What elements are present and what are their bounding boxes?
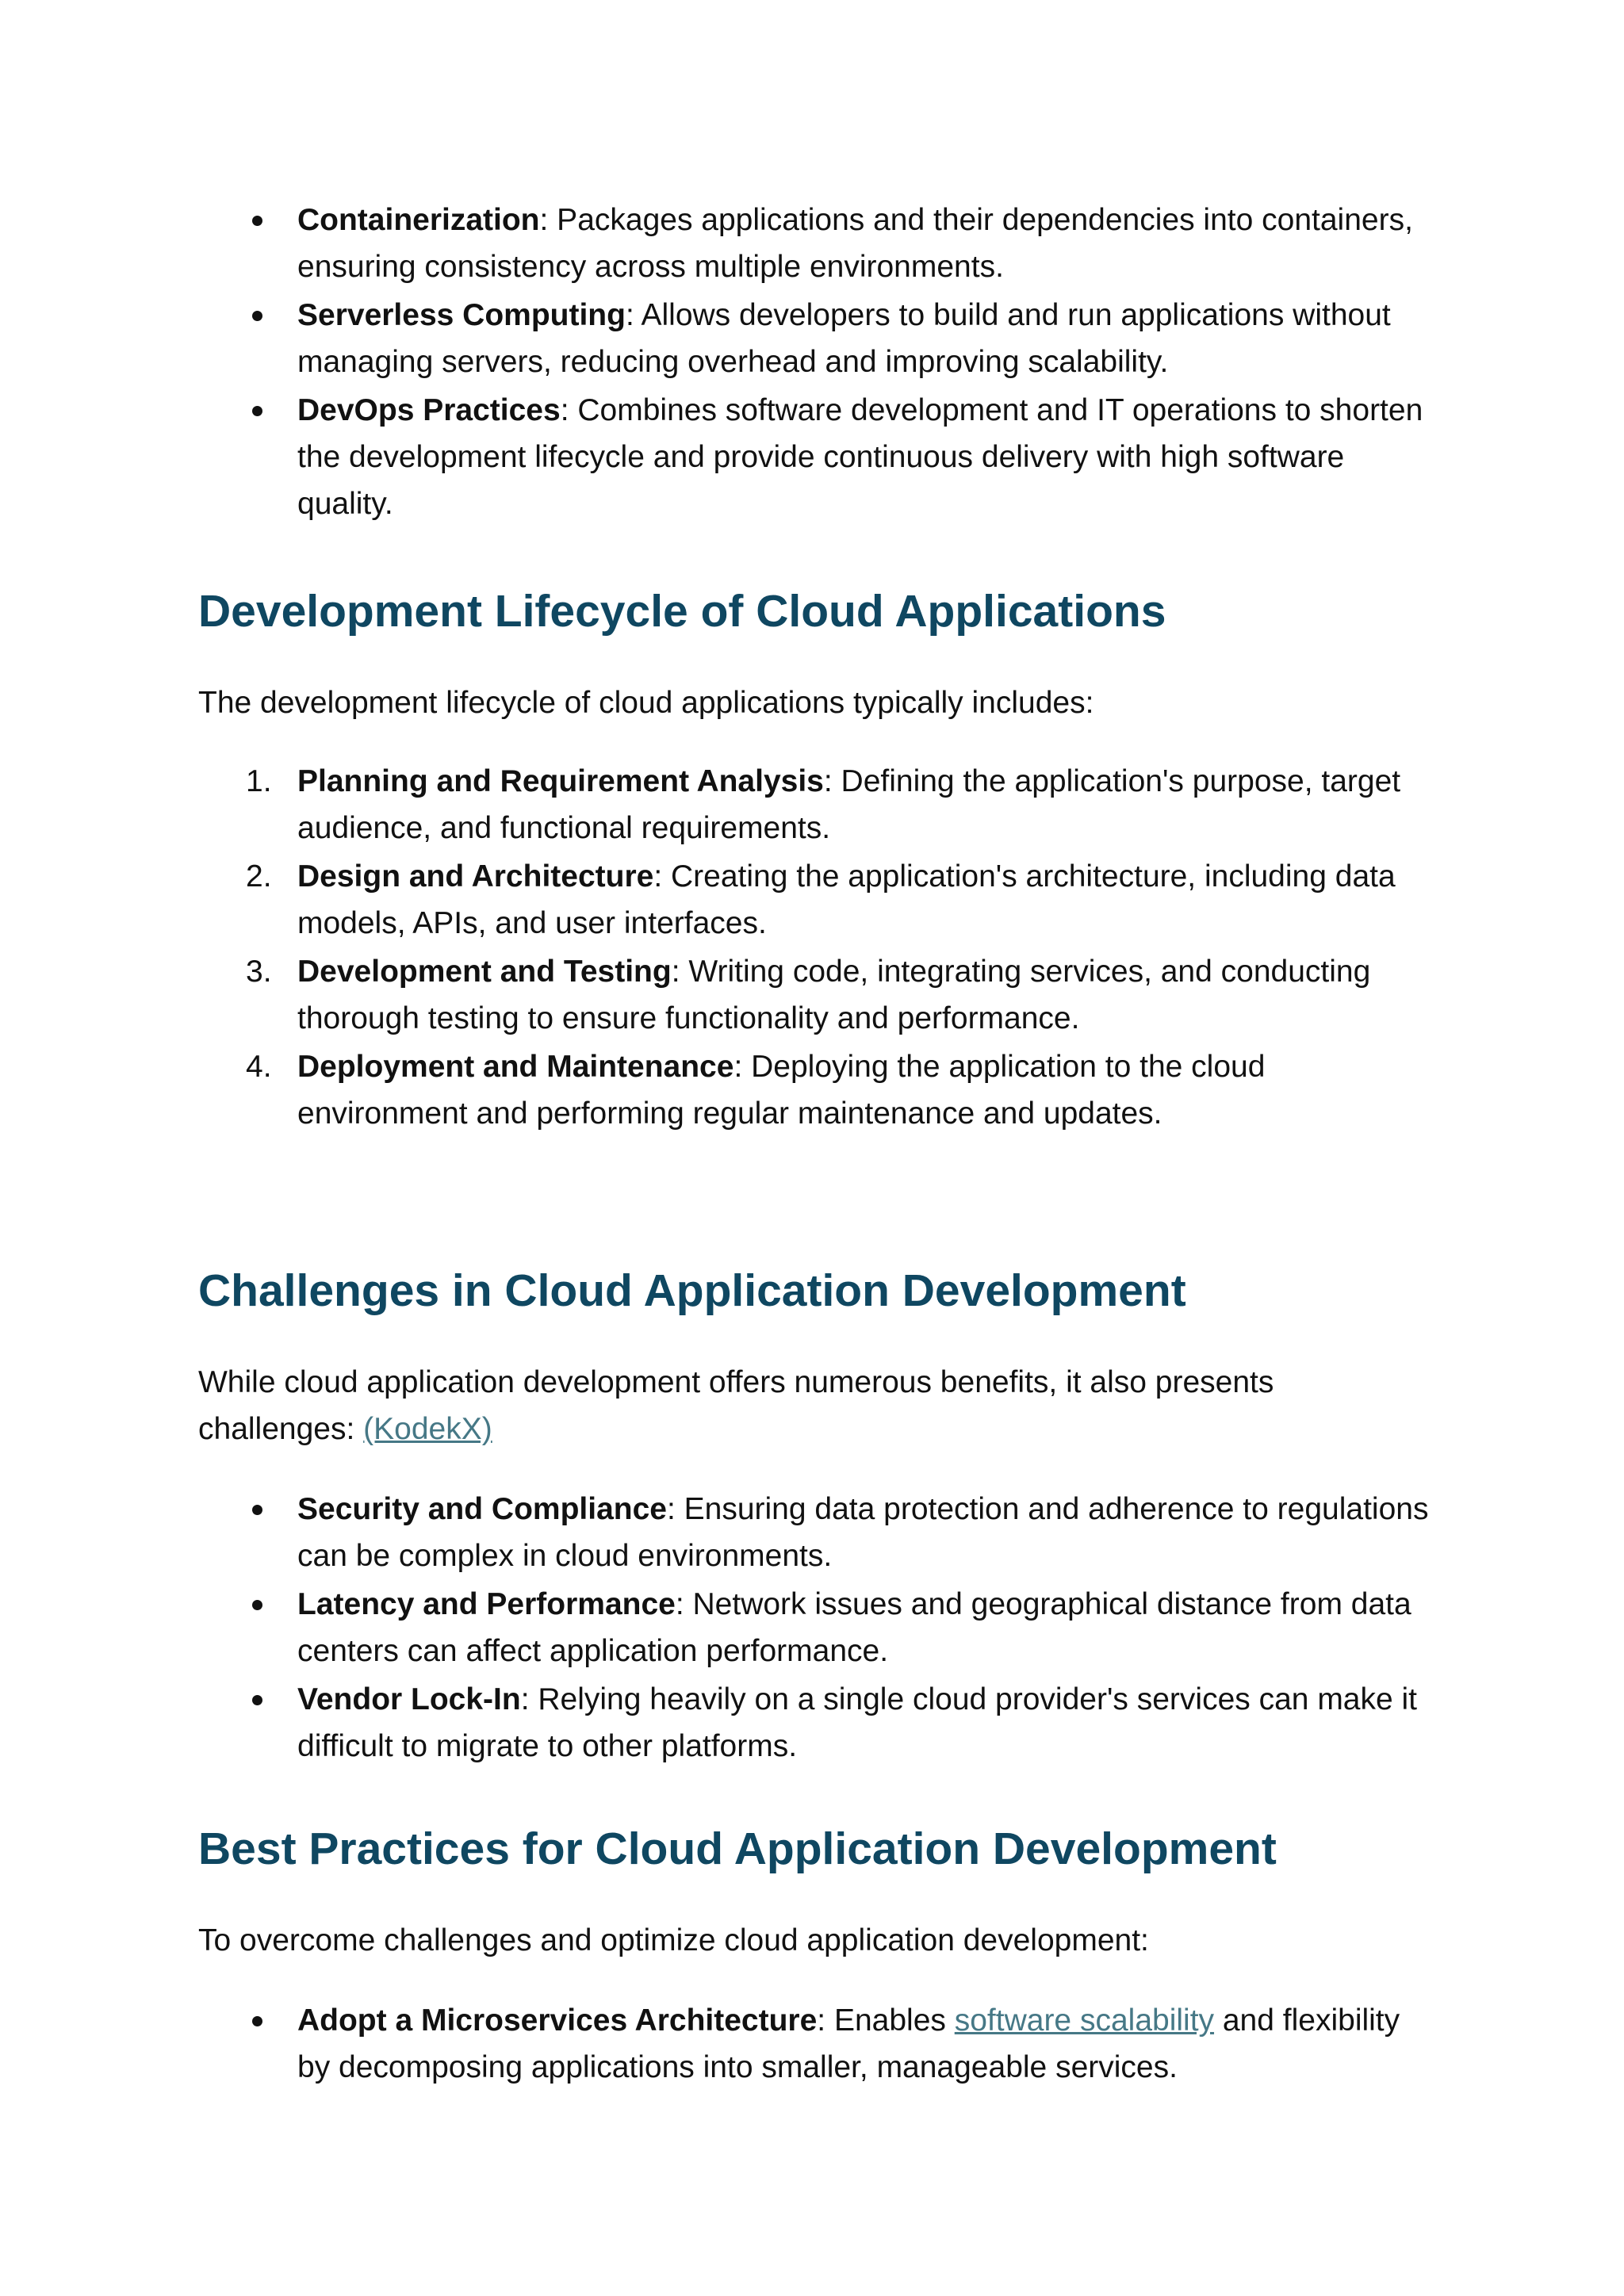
list-item-number: 2. [246,859,272,894]
list-item-number: 1. [246,764,272,798]
list-item-serverless-computing [198,292,1435,385]
list-item-text: : Creating the application's architecture, including data models, APIs, and user interfaces. [297,859,1396,940]
list-item-text: : Defining the application's purpose, target audience, and functional requirements. [297,764,1401,845]
list-item-term: Security and Compliance [297,1492,667,1526]
software-scalability-link[interactable]: software scalability [954,2003,1215,2038]
list-item-text: : Deploying the application to the cloud environment and performing regular maintenance and updates. [297,1050,1266,1131]
list-item-number: 4. [246,1050,272,1084]
heading-development-lifecycle: Development Lifecycle of Cloud Applications [198,586,1166,637]
list-item-term: Vendor Lock-In [297,1682,521,1716]
list-item-term: DevOps Practices [297,393,561,427]
list-item-term: Deployment and Maintenance [297,1050,734,1084]
intro-bullet-list [198,197,1435,527]
heading-best-practices: Best Practices for Cloud Application Development [198,1823,1277,1874]
list-item-term: Serverless Computing [297,298,626,332]
challenges-intro-paragraph [198,1359,1435,1452]
document-page [198,197,1435,2092]
list-item-term: Design and Architecture [297,859,654,894]
list-item-devops-practices [198,387,1435,527]
list-item-term: Containerization [297,203,540,237]
challenges-intro-text: While cloud application development offers numerous benefits, it also presents challenges: [198,1365,1274,1446]
list-item-containerization [198,197,1435,290]
list-item-text: : Ensuring data protection and adherence to regulations can be complex in cloud environments. [297,1492,1429,1573]
list-item-text: : Allows developers to build and run applications without managing servers, reducing overhead and improving scalability. [297,298,1391,379]
list-item-term: Adopt a Microservices Architecture [297,2003,818,2038]
list-item-microservices [198,1997,1435,2091]
list-item-term: Planning and Requirement Analysis [297,764,824,798]
list-item-latency [198,1581,1435,1674]
list-item-term: Development and Testing [297,955,672,989]
list-item-text: : Network issues and geographical distance from data centers can affect application performance. [297,1587,1411,1668]
list-item-deployment [198,1043,1435,1137]
list-item-text: : Combines software development and IT operations to shorten the development lifecycle and provide continuous delivery with high software quality. [297,393,1423,521]
list-item-vendor-lock-in [198,1676,1435,1770]
lifecycle-steps-list [198,758,1435,1137]
list-item-design [198,853,1435,947]
challenges-bullet-list [198,1486,1435,1770]
best-practices-intro-paragraph: To overcome challenges and optimize cloud application development: [198,1923,1149,1957]
list-item-security [198,1486,1435,1579]
list-item-development-testing [198,948,1435,1042]
list-item-text: : Writing code, integrating services, and conducting thorough testing to ensure functionality and performance. [297,955,1371,1035]
list-item-number: 3. [246,955,272,989]
list-item-text: : Enables [817,2003,955,2038]
list-item-term: Latency and Performance [297,1587,676,1621]
list-item-text: : Relying heavily on a single cloud provider's services can make it difficult to migrate to other platforms. [297,1682,1418,1763]
lifecycle-intro-paragraph: The development lifecycle of cloud applications typically includes: [198,686,1094,720]
list-item-text: and flexibility by decomposing applications into smaller, manageable services. [297,2003,1400,2084]
heading-challenges: Challenges in Cloud Application Development [198,1265,1186,1316]
best-practices-bullet-list [198,1997,1435,2091]
list-item-planning [198,758,1435,851]
kodekx-citation-link[interactable]: (KodekX) [363,1412,492,1446]
list-item-text: : Packages applications and their dependencies into containers, ensuring consistency across multiple environments. [297,203,1413,284]
